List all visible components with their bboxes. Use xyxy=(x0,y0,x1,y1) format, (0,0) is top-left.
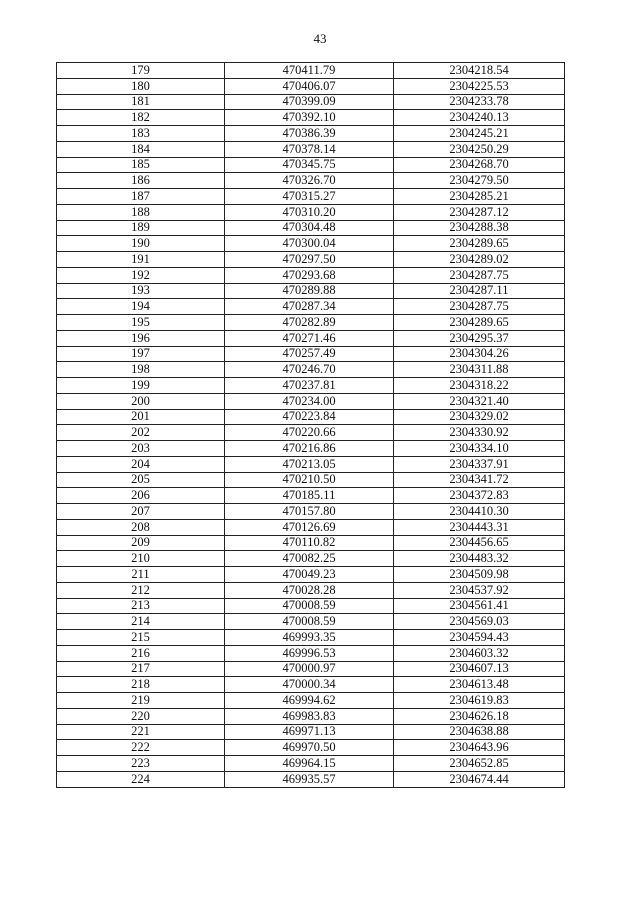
x-coordinate-cell: 470411.79 xyxy=(225,63,394,79)
x-coordinate-cell: 470049.23 xyxy=(225,567,394,583)
y-coordinate-cell: 2304638.88 xyxy=(394,724,565,740)
point-number-cell: 219 xyxy=(57,693,225,709)
x-coordinate-cell: 470246.70 xyxy=(225,362,394,378)
table-row xyxy=(57,425,565,441)
y-coordinate-cell: 2304594.43 xyxy=(394,630,565,646)
x-coordinate-cell: 470399.09 xyxy=(225,94,394,110)
point-number-cell: 207 xyxy=(57,504,225,520)
y-coordinate-cell: 2304279.50 xyxy=(394,173,565,189)
table-row xyxy=(57,63,565,79)
table-row xyxy=(57,488,565,504)
x-coordinate-cell: 469971.13 xyxy=(225,724,394,740)
page-number: 43 xyxy=(313,31,327,46)
x-coordinate-cell: 470216.86 xyxy=(225,441,394,457)
point-number-cell: 196 xyxy=(57,330,225,346)
table-row xyxy=(57,204,565,220)
y-coordinate-cell: 2304245.21 xyxy=(394,126,565,142)
y-coordinate-cell: 2304287.75 xyxy=(394,267,565,283)
point-number-cell: 212 xyxy=(57,582,225,598)
point-number-cell: 194 xyxy=(57,299,225,315)
table-row xyxy=(57,78,565,94)
table-row xyxy=(57,519,565,535)
table-row xyxy=(57,409,565,425)
x-coordinate-cell: 470297.50 xyxy=(225,252,394,268)
point-number-cell: 198 xyxy=(57,362,225,378)
table-row xyxy=(57,567,565,583)
y-coordinate-cell: 2304652.85 xyxy=(394,756,565,772)
point-number-cell: 192 xyxy=(57,267,225,283)
table-row xyxy=(57,330,565,346)
x-coordinate-cell: 469983.83 xyxy=(225,708,394,724)
x-coordinate-cell: 470157.80 xyxy=(225,504,394,520)
y-coordinate-cell: 2304295.37 xyxy=(394,330,565,346)
table-row xyxy=(57,771,565,787)
y-coordinate-cell: 2304289.02 xyxy=(394,252,565,268)
coordinates-table xyxy=(56,62,565,788)
table-row xyxy=(57,141,565,157)
point-number-cell: 188 xyxy=(57,204,225,220)
point-number-cell: 210 xyxy=(57,551,225,567)
y-coordinate-cell: 2304240.13 xyxy=(394,110,565,126)
y-coordinate-cell: 2304561.41 xyxy=(394,598,565,614)
y-coordinate-cell: 2304537.92 xyxy=(394,582,565,598)
y-coordinate-cell: 2304410.30 xyxy=(394,504,565,520)
table-row xyxy=(57,630,565,646)
y-coordinate-cell: 2304218.54 xyxy=(394,63,565,79)
x-coordinate-cell: 470110.82 xyxy=(225,535,394,551)
y-coordinate-cell: 2304337.91 xyxy=(394,456,565,472)
table-row xyxy=(57,598,565,614)
point-number-cell: 223 xyxy=(57,756,225,772)
point-number-cell: 213 xyxy=(57,598,225,614)
point-number-cell: 191 xyxy=(57,252,225,268)
point-number-cell: 184 xyxy=(57,141,225,157)
point-number-cell: 204 xyxy=(57,456,225,472)
point-number-cell: 217 xyxy=(57,661,225,677)
table-row xyxy=(57,315,565,331)
x-coordinate-cell: 470234.00 xyxy=(225,393,394,409)
y-coordinate-cell: 2304268.70 xyxy=(394,157,565,173)
table-row xyxy=(57,252,565,268)
y-coordinate-cell: 2304304.26 xyxy=(394,346,565,362)
y-coordinate-cell: 2304289.65 xyxy=(394,315,565,331)
y-coordinate-cell: 2304287.12 xyxy=(394,204,565,220)
coordinates-table-body xyxy=(57,63,565,788)
x-coordinate-cell: 470213.05 xyxy=(225,456,394,472)
table-row xyxy=(57,220,565,236)
y-coordinate-cell: 2304250.29 xyxy=(394,141,565,157)
point-number-cell: 224 xyxy=(57,771,225,787)
point-number-cell: 189 xyxy=(57,220,225,236)
point-number-cell: 211 xyxy=(57,567,225,583)
table-row xyxy=(57,661,565,677)
table-row xyxy=(57,551,565,567)
x-coordinate-cell: 469994.62 xyxy=(225,693,394,709)
point-number-cell: 186 xyxy=(57,173,225,189)
x-coordinate-cell: 470237.81 xyxy=(225,378,394,394)
y-coordinate-cell: 2304330.92 xyxy=(394,425,565,441)
y-coordinate-cell: 2304329.02 xyxy=(394,409,565,425)
point-number-cell: 181 xyxy=(57,94,225,110)
x-coordinate-cell: 470008.59 xyxy=(225,598,394,614)
y-coordinate-cell: 2304456.65 xyxy=(394,535,565,551)
x-coordinate-cell: 470304.48 xyxy=(225,220,394,236)
y-coordinate-cell: 2304311.88 xyxy=(394,362,565,378)
x-coordinate-cell: 470386.39 xyxy=(225,126,394,142)
x-coordinate-cell: 470185.11 xyxy=(225,488,394,504)
table-row xyxy=(57,645,565,661)
table-row xyxy=(57,441,565,457)
y-coordinate-cell: 2304619.83 xyxy=(394,693,565,709)
y-coordinate-cell: 2304289.65 xyxy=(394,236,565,252)
table-row xyxy=(57,346,565,362)
y-coordinate-cell: 2304287.11 xyxy=(394,283,565,299)
x-coordinate-cell: 469935.57 xyxy=(225,771,394,787)
point-number-cell: 182 xyxy=(57,110,225,126)
table-row xyxy=(57,756,565,772)
table-row xyxy=(57,472,565,488)
y-coordinate-cell: 2304443.31 xyxy=(394,519,565,535)
point-number-cell: 201 xyxy=(57,409,225,425)
point-number-cell: 195 xyxy=(57,315,225,331)
point-number-cell: 199 xyxy=(57,378,225,394)
y-coordinate-cell: 2304607.13 xyxy=(394,661,565,677)
point-number-cell: 179 xyxy=(57,63,225,79)
point-number-cell: 208 xyxy=(57,519,225,535)
x-coordinate-cell: 470345.75 xyxy=(225,157,394,173)
table-row xyxy=(57,582,565,598)
y-coordinate-cell: 2304674.44 xyxy=(394,771,565,787)
table-row xyxy=(57,740,565,756)
point-number-cell: 202 xyxy=(57,425,225,441)
y-coordinate-cell: 2304287.75 xyxy=(394,299,565,315)
point-number-cell: 209 xyxy=(57,535,225,551)
y-coordinate-cell: 2304285.21 xyxy=(394,189,565,205)
x-coordinate-cell: 470223.84 xyxy=(225,409,394,425)
point-number-cell: 214 xyxy=(57,614,225,630)
x-coordinate-cell: 470126.69 xyxy=(225,519,394,535)
x-coordinate-cell: 470008.59 xyxy=(225,614,394,630)
point-number-cell: 203 xyxy=(57,441,225,457)
y-coordinate-cell: 2304603.32 xyxy=(394,645,565,661)
x-coordinate-cell: 470289.88 xyxy=(225,283,394,299)
point-number-cell: 197 xyxy=(57,346,225,362)
table-row xyxy=(57,677,565,693)
point-number-cell: 180 xyxy=(57,78,225,94)
y-coordinate-cell: 2304483.32 xyxy=(394,551,565,567)
x-coordinate-cell: 470378.14 xyxy=(225,141,394,157)
y-coordinate-cell: 2304321.40 xyxy=(394,393,565,409)
x-coordinate-cell: 469996.53 xyxy=(225,645,394,661)
table-row xyxy=(57,535,565,551)
y-coordinate-cell: 2304288.38 xyxy=(394,220,565,236)
table-row xyxy=(57,504,565,520)
table-row xyxy=(57,110,565,126)
x-coordinate-cell: 470287.34 xyxy=(225,299,394,315)
point-number-cell: 206 xyxy=(57,488,225,504)
x-coordinate-cell: 470406.07 xyxy=(225,78,394,94)
table-row xyxy=(57,283,565,299)
point-number-cell: 218 xyxy=(57,677,225,693)
x-coordinate-cell: 470293.68 xyxy=(225,267,394,283)
y-coordinate-cell: 2304509.98 xyxy=(394,567,565,583)
x-coordinate-cell: 470000.34 xyxy=(225,677,394,693)
table-row xyxy=(57,693,565,709)
table-row xyxy=(57,189,565,205)
y-coordinate-cell: 2304372.83 xyxy=(394,488,565,504)
y-coordinate-cell: 2304225.53 xyxy=(394,78,565,94)
point-number-cell: 215 xyxy=(57,630,225,646)
point-number-cell: 190 xyxy=(57,236,225,252)
x-coordinate-cell: 470082.25 xyxy=(225,551,394,567)
point-number-cell: 187 xyxy=(57,189,225,205)
x-coordinate-cell: 470210.50 xyxy=(225,472,394,488)
point-number-cell: 205 xyxy=(57,472,225,488)
table-row xyxy=(57,299,565,315)
y-coordinate-cell: 2304643.96 xyxy=(394,740,565,756)
y-coordinate-cell: 2304233.78 xyxy=(394,94,565,110)
y-coordinate-cell: 2304569.03 xyxy=(394,614,565,630)
point-number-cell: 183 xyxy=(57,126,225,142)
y-coordinate-cell: 2304341.72 xyxy=(394,472,565,488)
x-coordinate-cell: 470392.10 xyxy=(225,110,394,126)
table-row xyxy=(57,708,565,724)
table-row xyxy=(57,94,565,110)
table-row xyxy=(57,236,565,252)
y-coordinate-cell: 2304613.48 xyxy=(394,677,565,693)
y-coordinate-cell: 2304334.10 xyxy=(394,441,565,457)
table-row xyxy=(57,378,565,394)
x-coordinate-cell: 469970.50 xyxy=(225,740,394,756)
table-row xyxy=(57,267,565,283)
x-coordinate-cell: 470271.46 xyxy=(225,330,394,346)
point-number-cell: 221 xyxy=(57,724,225,740)
x-coordinate-cell: 469964.15 xyxy=(225,756,394,772)
table-row xyxy=(57,126,565,142)
table-row xyxy=(57,173,565,189)
table-row xyxy=(57,362,565,378)
table-row xyxy=(57,456,565,472)
x-coordinate-cell: 470315.27 xyxy=(225,189,394,205)
x-coordinate-cell: 470310.20 xyxy=(225,204,394,220)
table-row xyxy=(57,614,565,630)
point-number-cell: 220 xyxy=(57,708,225,724)
table-row xyxy=(57,724,565,740)
x-coordinate-cell: 469993.35 xyxy=(225,630,394,646)
x-coordinate-cell: 470300.04 xyxy=(225,236,394,252)
point-number-cell: 216 xyxy=(57,645,225,661)
x-coordinate-cell: 470028.28 xyxy=(225,582,394,598)
table-row xyxy=(57,393,565,409)
point-number-cell: 222 xyxy=(57,740,225,756)
x-coordinate-cell: 470282.89 xyxy=(225,315,394,331)
point-number-cell: 193 xyxy=(57,283,225,299)
x-coordinate-cell: 470220.66 xyxy=(225,425,394,441)
x-coordinate-cell: 470257.49 xyxy=(225,346,394,362)
x-coordinate-cell: 470000.97 xyxy=(225,661,394,677)
table-row xyxy=(57,157,565,173)
x-coordinate-cell: 470326.70 xyxy=(225,173,394,189)
point-number-cell: 200 xyxy=(57,393,225,409)
point-number-cell: 185 xyxy=(57,157,225,173)
y-coordinate-cell: 2304626.18 xyxy=(394,708,565,724)
y-coordinate-cell: 2304318.22 xyxy=(394,378,565,394)
